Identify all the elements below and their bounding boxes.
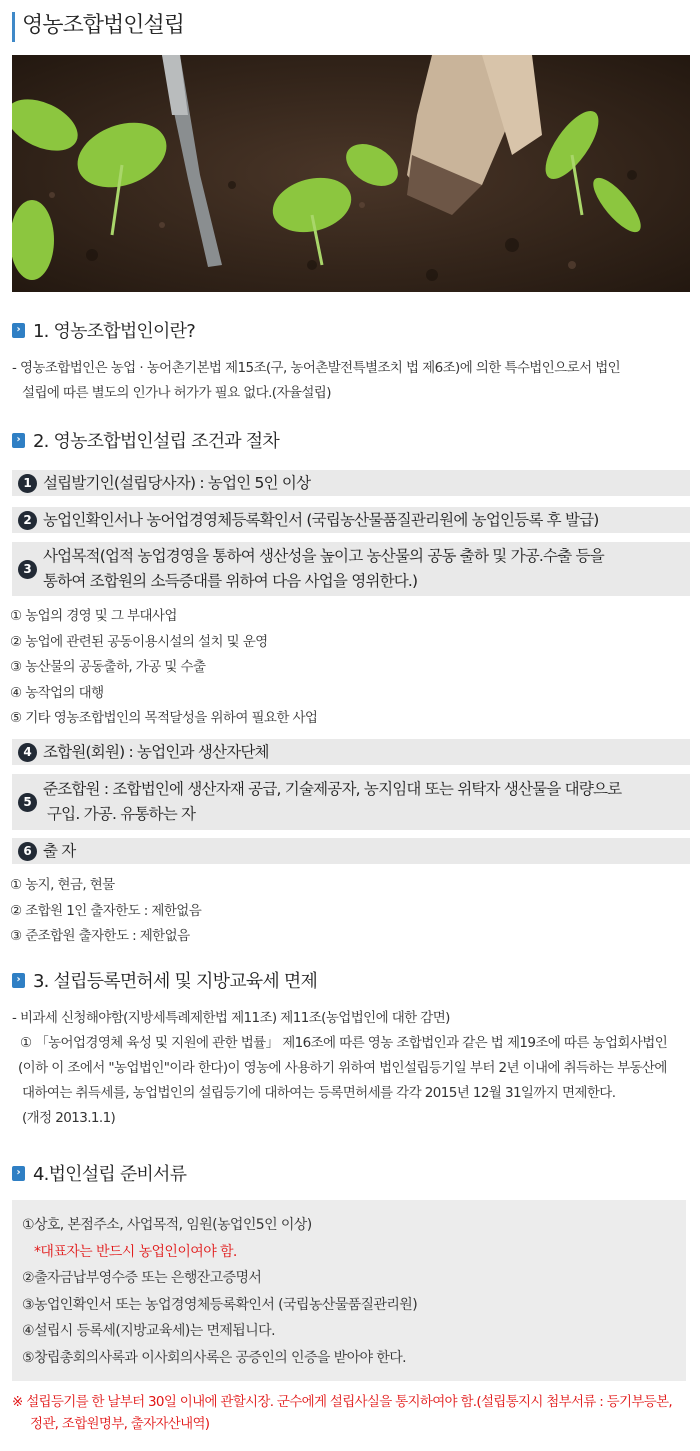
condition-text: 농업인확인서나 농어업경영체등록확인서 (국립농산물품질관리원에 농업인등록 후 발급)	[43, 510, 599, 529]
section-1-body	[12, 356, 692, 406]
list-item: ① 농지, 현금, 현물	[10, 877, 115, 893]
condition-text-line: 구입. 가공. 유통하는 자	[47, 805, 196, 823]
condition-item	[12, 507, 690, 533]
condition-item	[12, 470, 690, 496]
section-3-body-line: ① 「농어업경영체 육성 및 지원에 관한 법률」 제16조에 따른 영농 조합법인과 같은 법 제19조에 따른 농업회사법인	[20, 1035, 668, 1051]
condition-text	[43, 777, 621, 827]
section-3-body-line: (개정 2013.1.1)	[22, 1110, 116, 1126]
representative-note: *대표자는 반드시 농업인이여야 함.	[34, 1243, 237, 1260]
chevron-right-square-icon: ›	[12, 1166, 25, 1181]
list-item: ② 농업에 관련된 공동이용시설의 설치 및 운영	[10, 633, 268, 650]
footnote-line: 정관, 조합원명부, 출자자산내역)	[30, 1416, 210, 1432]
document-item: ③농업인확인서 또는 농업경영체등록확인서 (국립농산물품질관리원)	[22, 1296, 418, 1313]
business-list	[10, 604, 317, 732]
section-3-body-line: (이하 이 조에서 "농업법인"이라 한다)이 영농에 사용하기 위하여 법인설립등기일 부터 2년 이내에 취득하는 부동산에	[18, 1060, 667, 1076]
chevron-right-square-icon: ›	[12, 973, 25, 988]
section-4-heading	[12, 1161, 186, 1185]
condition-item	[12, 739, 690, 765]
condition-item	[12, 542, 690, 596]
condition-item	[12, 838, 690, 864]
section-4-title: 4.법인설립 준비서류	[33, 1164, 187, 1185]
condition-text: 출 자	[43, 841, 76, 860]
section-3-title: 3. 설립등록면허세 및 지방교육세 면제	[33, 971, 318, 992]
condition-text-line: 사업목적(업적 농업경영을 통하여 생산성을 높이고 농산물의 공동 출하 및 가공.수출 등을	[43, 547, 604, 565]
document-item: ②출자금납부영수증 또는 은행잔고증명서	[22, 1270, 262, 1286]
chevron-right-square-icon: ›	[12, 323, 25, 338]
section-3-body-line: - 비과세 신청해야함(지방세특례제한법 제11조) 제11조(농업법인에 대한 감면)	[12, 1010, 450, 1026]
document-item: ⑤창립총회의사록과 이사회의사록은 공증인의 인증을 받아야 한다.	[22, 1349, 406, 1366]
number-badge: 6	[18, 842, 37, 861]
section-2-title: 2. 영농조합법인설립 조건과 절차	[33, 431, 279, 452]
investment-list	[10, 873, 201, 950]
list-item: ④ 농작업의 대행	[10, 684, 104, 701]
hero-illustration	[12, 55, 690, 292]
list-item: ③ 준조합원 출자한도 : 제한없음	[10, 928, 190, 944]
page-title: 영농조합법인설립	[12, 12, 184, 42]
document-item: ①상호, 본점주소, 사업목적, 임원(농업인5인 이상)	[22, 1217, 312, 1233]
condition-item	[12, 774, 690, 830]
condition-text: 설립발기인(설립당사자) : 농업인 5인 이상	[43, 473, 311, 492]
section-2-heading	[12, 428, 279, 452]
number-badge: 5	[18, 793, 37, 812]
section-1-body-line: 설립에 따른 별도의 인가나 허가가 필요 없다.(자율설립)	[22, 385, 331, 401]
list-item: ③ 농산물의 공동출하, 가공 및 수출	[10, 659, 206, 675]
list-item: ⑤ 기타 영농조합법인의 목적달성을 위하여 필요한 사업	[10, 710, 318, 726]
footnote	[12, 1391, 692, 1435]
chevron-right-square-icon: ›	[12, 433, 25, 448]
documents-box	[12, 1200, 686, 1381]
section-1-title: 1. 영농조합법인이란?	[33, 321, 195, 342]
footnote-line: ※ 설립등기를 한 날부터 30일 이내에 관할시장. 군수에게 설립사실을 통지하여야 함.(설립통지시 첨부서류 : 등기부등본,	[12, 1394, 672, 1410]
number-badge: 3	[18, 560, 37, 579]
section-1-heading	[12, 318, 195, 342]
list-item: ① 농업의 경영 및 그 부대사업	[10, 608, 177, 624]
number-badge: 4	[18, 743, 37, 762]
document-item: ④설립시 등록세(지방교육세)는 면제됩니다.	[22, 1323, 275, 1339]
hero-image-soil-seedlings	[12, 55, 690, 292]
number-badge: 2	[18, 511, 37, 530]
section-3-body	[12, 1006, 692, 1131]
section-3-body-line: 대하여는 취득세를, 농업법인의 설립등기에 대하여는 등록면허세를 각각 2015년 12월 31일까지 면제한다.	[22, 1085, 616, 1101]
condition-text-line: 통하여 조합원의 소득증대를 위하여 다음 사업을 영위한다.)	[43, 572, 418, 590]
list-item: ② 조합원 1인 출자한도 : 제한없음	[10, 902, 202, 919]
section-3-heading	[12, 968, 317, 992]
section-1-body-line: - 영농조합법인은 농업 · 농어촌기본법 제15조(구, 농어촌발전특별조치 법 제6조)에 의한 특수법인으로서 법인	[12, 360, 621, 376]
condition-text	[43, 544, 604, 594]
number-badge: 1	[18, 474, 37, 493]
condition-text-line: 준조합원 : 조합법인에 생산자재 공급, 기술제공자, 농지임대 또는 위탁자 생산물을 대량으로	[43, 780, 622, 798]
condition-text: 조합원(회원) : 농업인과 생산자단체	[43, 742, 269, 761]
